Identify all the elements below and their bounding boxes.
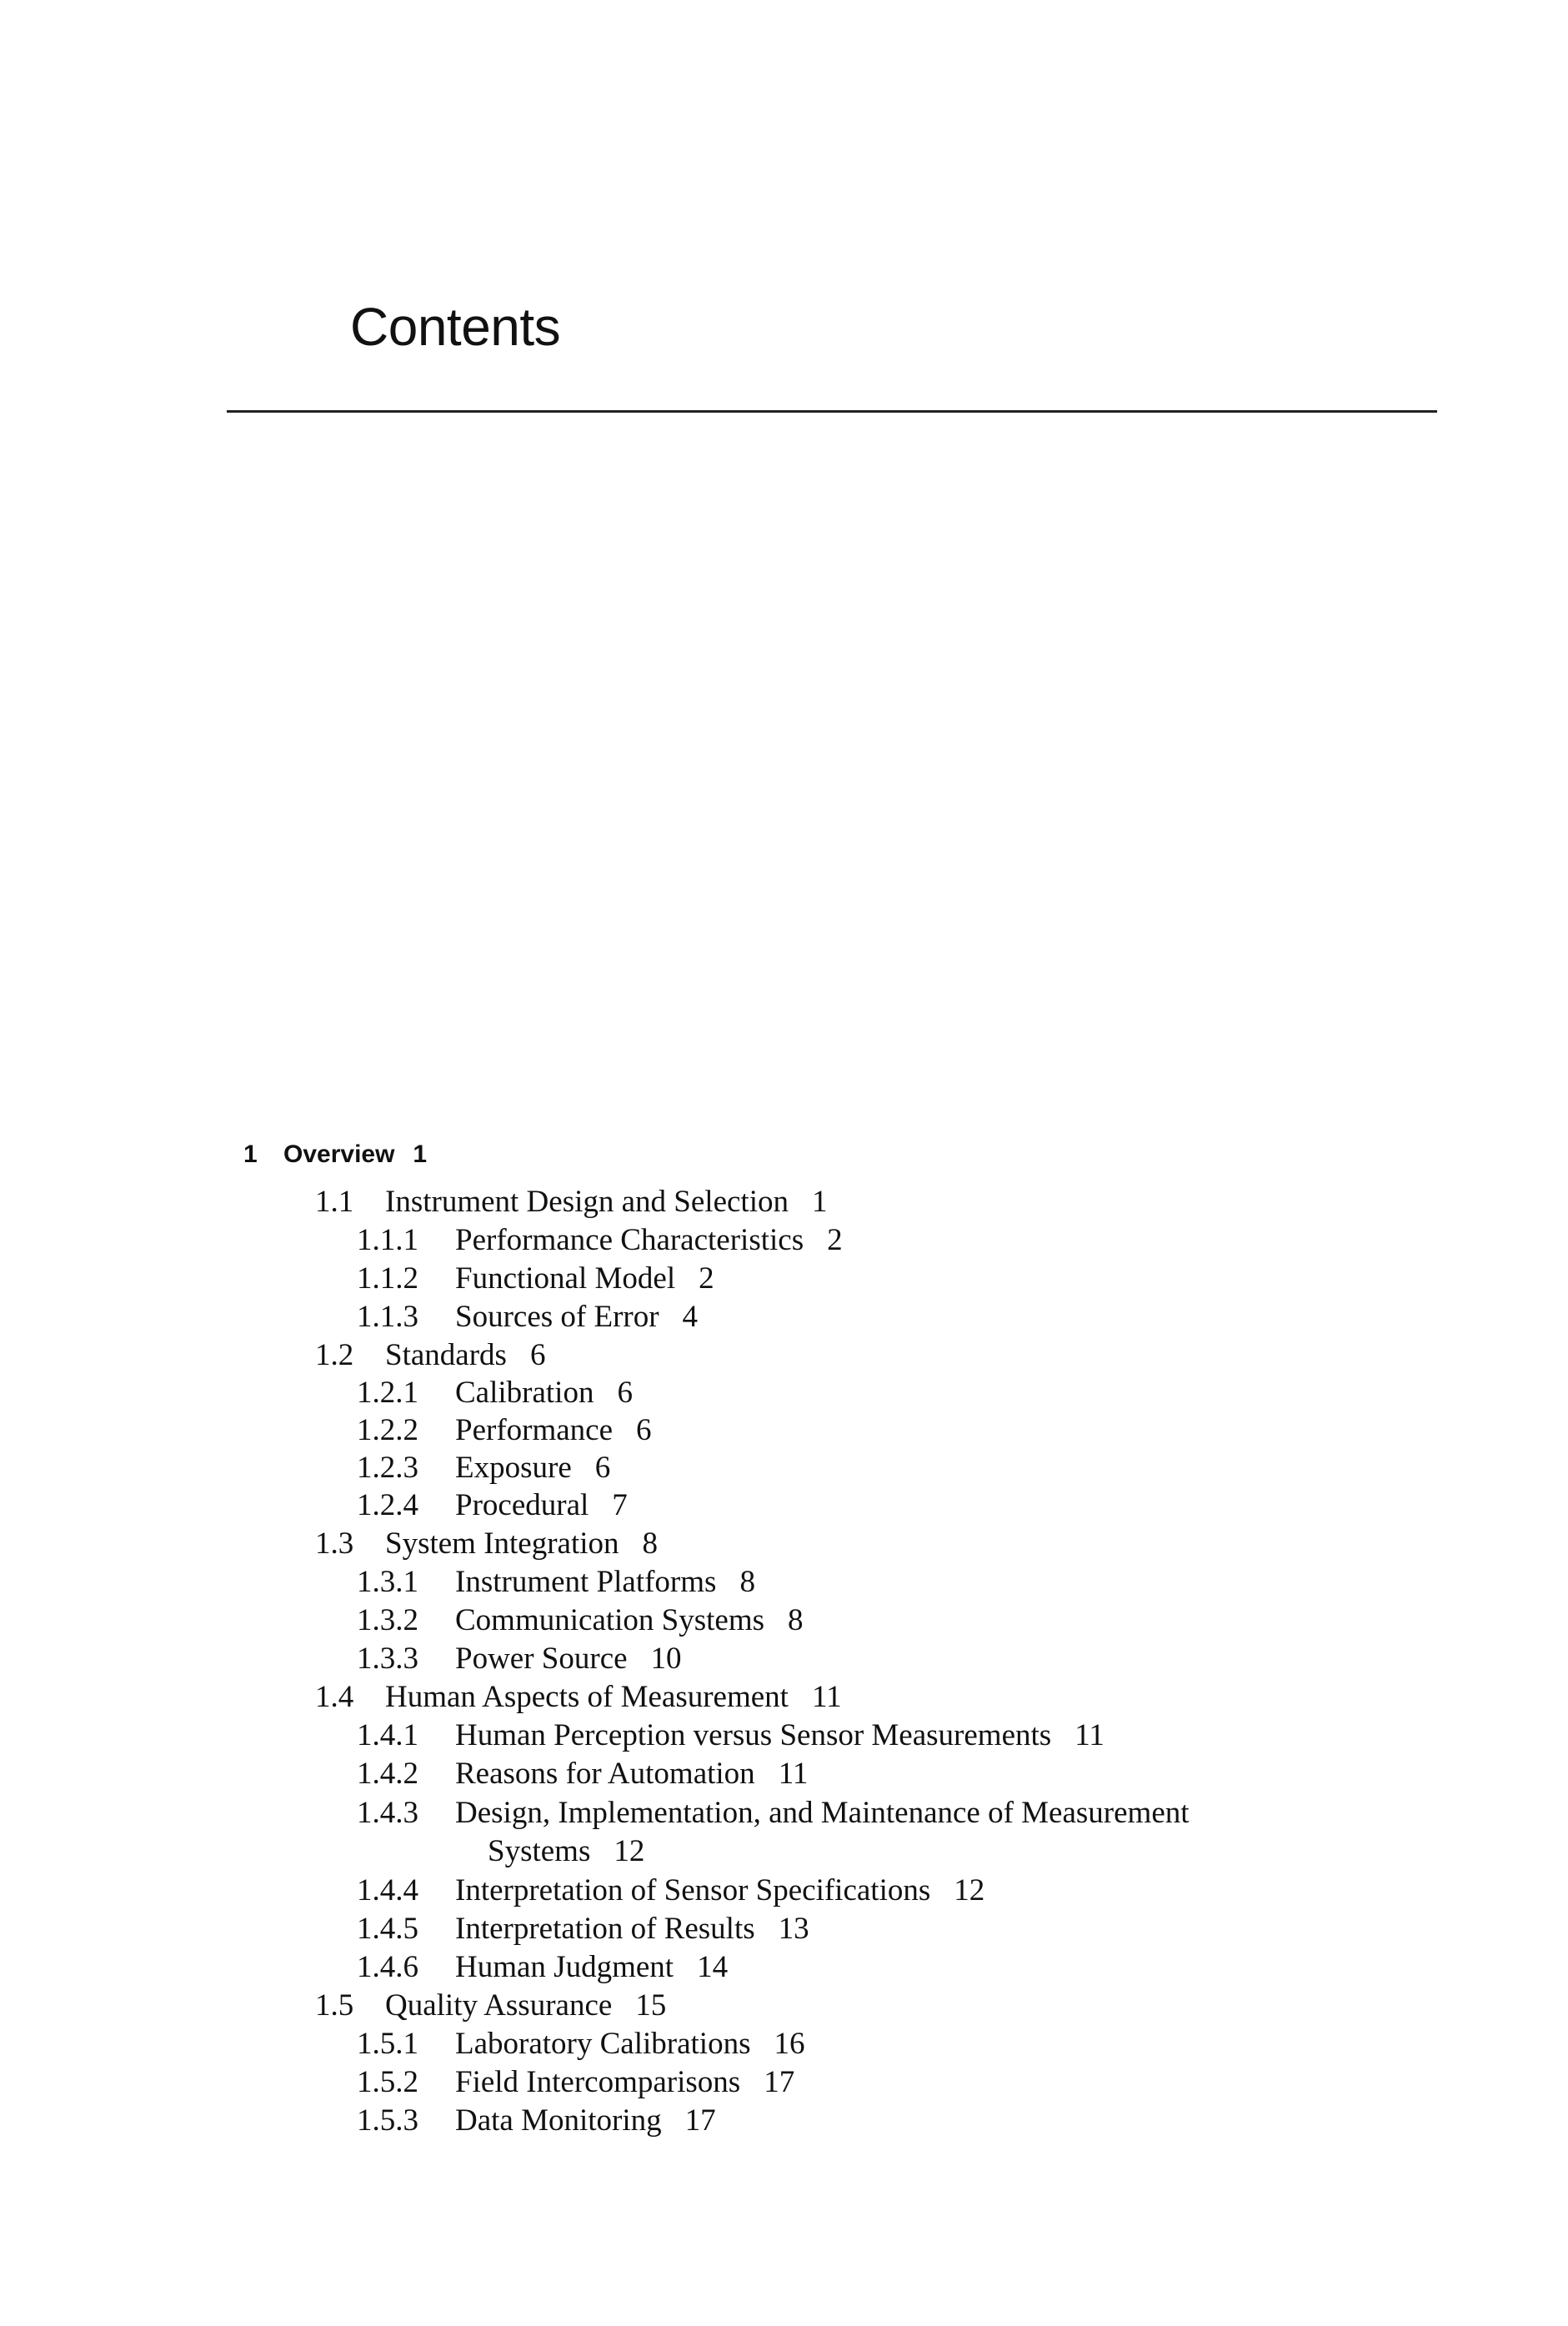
- entry-number: 1.2.2: [357, 1413, 418, 1447]
- entry-title: Interpretation of Sensor Specifications: [455, 1873, 931, 1907]
- toc-entry-1-3[interactable]: [315, 1528, 658, 1559]
- toc-entry-1-2-3[interactable]: [357, 1452, 610, 1483]
- entry-number: 1.2.4: [357, 1488, 418, 1522]
- toc-entry-1-4-3[interactable]: [357, 1797, 1190, 1828]
- entry-title: Power Source: [455, 1642, 628, 1676]
- toc-entry-1-1[interactable]: [315, 1186, 827, 1217]
- entry-number: 1.5.1: [357, 2027, 418, 2061]
- toc-entry-1-5-1[interactable]: [357, 2028, 804, 2059]
- chapter-page: 1: [413, 1140, 428, 1168]
- entry-title: Interpretation of Results: [455, 1912, 755, 1946]
- toc-entry-1-4-1[interactable]: [357, 1720, 1105, 1751]
- entry-number: 1.4.3: [357, 1796, 418, 1830]
- entry-number: 1.1.1: [357, 1223, 418, 1257]
- entry-page: 6: [636, 1413, 652, 1447]
- entry-title: Sources of Error: [455, 1300, 659, 1334]
- toc-entry-1-4[interactable]: [315, 1682, 842, 1712]
- toc-entry-1-2-4[interactable]: [357, 1490, 628, 1521]
- entry-number: 1.3.3: [357, 1642, 418, 1676]
- entry-title: Exposure: [455, 1451, 572, 1485]
- entry-title: Standards: [385, 1338, 507, 1372]
- entry-title: Quality Assurance: [385, 1988, 613, 2023]
- entry-number: 1.1.2: [357, 1261, 418, 1296]
- entry-number: 1.1.3: [357, 1300, 418, 1334]
- entry-page: 17: [764, 2065, 795, 2099]
- entry-title: Design, Implementation, and Maintenance of Measurement: [455, 1796, 1190, 1830]
- toc-entry-1-3-1[interactable]: [357, 1567, 755, 1597]
- entry-page: 4: [682, 1300, 699, 1334]
- entry-page: 6: [617, 1376, 633, 1410]
- title-divider: [227, 410, 1437, 413]
- entry-page: 6: [594, 1451, 611, 1485]
- toc-entry-1-2-1[interactable]: [357, 1377, 633, 1408]
- entry-title: System Integration: [385, 1526, 619, 1561]
- entry-page: 2: [827, 1223, 843, 1257]
- entry-page: 15: [635, 1988, 667, 2023]
- entry-title: Human Aspects of Measurement: [385, 1680, 789, 1714]
- entry-page: 17: [684, 2103, 716, 2138]
- entry-title: Instrument Platforms: [455, 1565, 717, 1599]
- entry-title: Instrument Design and Selection: [385, 1185, 789, 1219]
- entry-page: 8: [788, 1603, 804, 1637]
- toc-chapter-1[interactable]: [243, 1142, 427, 1167]
- toc-entry-1-4-6[interactable]: [357, 1952, 728, 1983]
- entry-page: 16: [774, 2027, 805, 2061]
- entry-page: 8: [642, 1526, 659, 1561]
- entry-number: 1.5.3: [357, 2103, 418, 2138]
- entry-title: Performance: [455, 1413, 614, 1447]
- toc-entry-1-5-2[interactable]: [357, 2067, 794, 2098]
- entry-number: 1.4.2: [357, 1757, 418, 1791]
- entry-page: 12: [954, 1873, 985, 1907]
- entry-title: Laboratory Calibrations: [455, 2027, 751, 2061]
- entry-number: 1.4.1: [357, 1718, 418, 1752]
- toc-entry-1-1-3[interactable]: [357, 1301, 698, 1332]
- entry-title-continuation: Systems: [488, 1834, 591, 1868]
- page-title: Contents: [350, 297, 561, 357]
- entry-number: 1.4.4: [357, 1873, 418, 1907]
- entry-title: Functional Model: [455, 1261, 676, 1296]
- entry-number: 1.4.5: [357, 1912, 418, 1946]
- entry-number: 1.4: [315, 1680, 354, 1714]
- entry-title: Procedural: [455, 1488, 589, 1522]
- entry-title: Human Judgment: [455, 1950, 674, 1984]
- entry-number: 1.4.6: [357, 1950, 418, 1984]
- entry-page: 11: [1075, 1718, 1105, 1752]
- toc-entry-1-3-3[interactable]: [357, 1643, 682, 1674]
- toc-entry-1-4-2[interactable]: [357, 1758, 808, 1789]
- entry-title: Human Perception versus Sensor Measurements: [455, 1718, 1052, 1752]
- toc-entry-1-5[interactable]: [315, 1990, 666, 2021]
- entry-page: 11: [778, 1757, 809, 1791]
- entry-page: 12: [614, 1834, 645, 1868]
- toc-entry-1-5-3[interactable]: [357, 2105, 716, 2136]
- entry-page: 6: [529, 1338, 546, 1372]
- entry-number: 1.2.3: [357, 1451, 418, 1485]
- chapter-number: 1: [243, 1140, 258, 1168]
- entry-number: 1.5: [315, 1988, 354, 2023]
- entry-title: Performance Characteristics: [455, 1223, 804, 1257]
- entry-page: 14: [697, 1950, 729, 1984]
- entry-title: Calibration: [455, 1376, 594, 1410]
- entry-title: Reasons for Automation: [455, 1757, 755, 1791]
- entry-page: 13: [778, 1912, 809, 1946]
- entry-number: 1.5.2: [357, 2065, 418, 2099]
- chapter-title: Overview: [283, 1140, 395, 1168]
- entry-number: 1.3: [315, 1526, 354, 1561]
- entry-page: 2: [699, 1261, 714, 1296]
- entry-number: 1.3.1: [357, 1565, 418, 1599]
- entry-page: 11: [811, 1680, 842, 1714]
- entry-page: 7: [612, 1488, 628, 1522]
- toc-entry-1-1-2[interactable]: [357, 1263, 714, 1294]
- entry-number: 1.2.1: [357, 1376, 418, 1410]
- entry-page: 1: [811, 1185, 828, 1219]
- toc-entry-1-3-2[interactable]: [357, 1605, 804, 1636]
- toc-entry-1-2-2[interactable]: [357, 1415, 652, 1446]
- toc-entry-1-4-4[interactable]: [357, 1875, 984, 1906]
- toc-entry-1-4-5[interactable]: [357, 1913, 809, 1944]
- toc-entry-1-2[interactable]: [315, 1340, 545, 1371]
- entry-page: 8: [739, 1565, 755, 1599]
- entry-title: Field Intercomparisons: [455, 2065, 741, 2099]
- entry-number: 1.3.2: [357, 1603, 418, 1637]
- entry-title: Communication Systems: [455, 1603, 765, 1637]
- toc-entry-1-4-3-continuation[interactable]: [488, 1836, 644, 1867]
- toc-entry-1-1-1[interactable]: [357, 1225, 843, 1256]
- entry-number: 1.1: [315, 1185, 354, 1219]
- entry-number: 1.2: [315, 1338, 354, 1372]
- entry-title: Data Monitoring: [455, 2103, 662, 2138]
- entry-page: 10: [650, 1642, 682, 1676]
